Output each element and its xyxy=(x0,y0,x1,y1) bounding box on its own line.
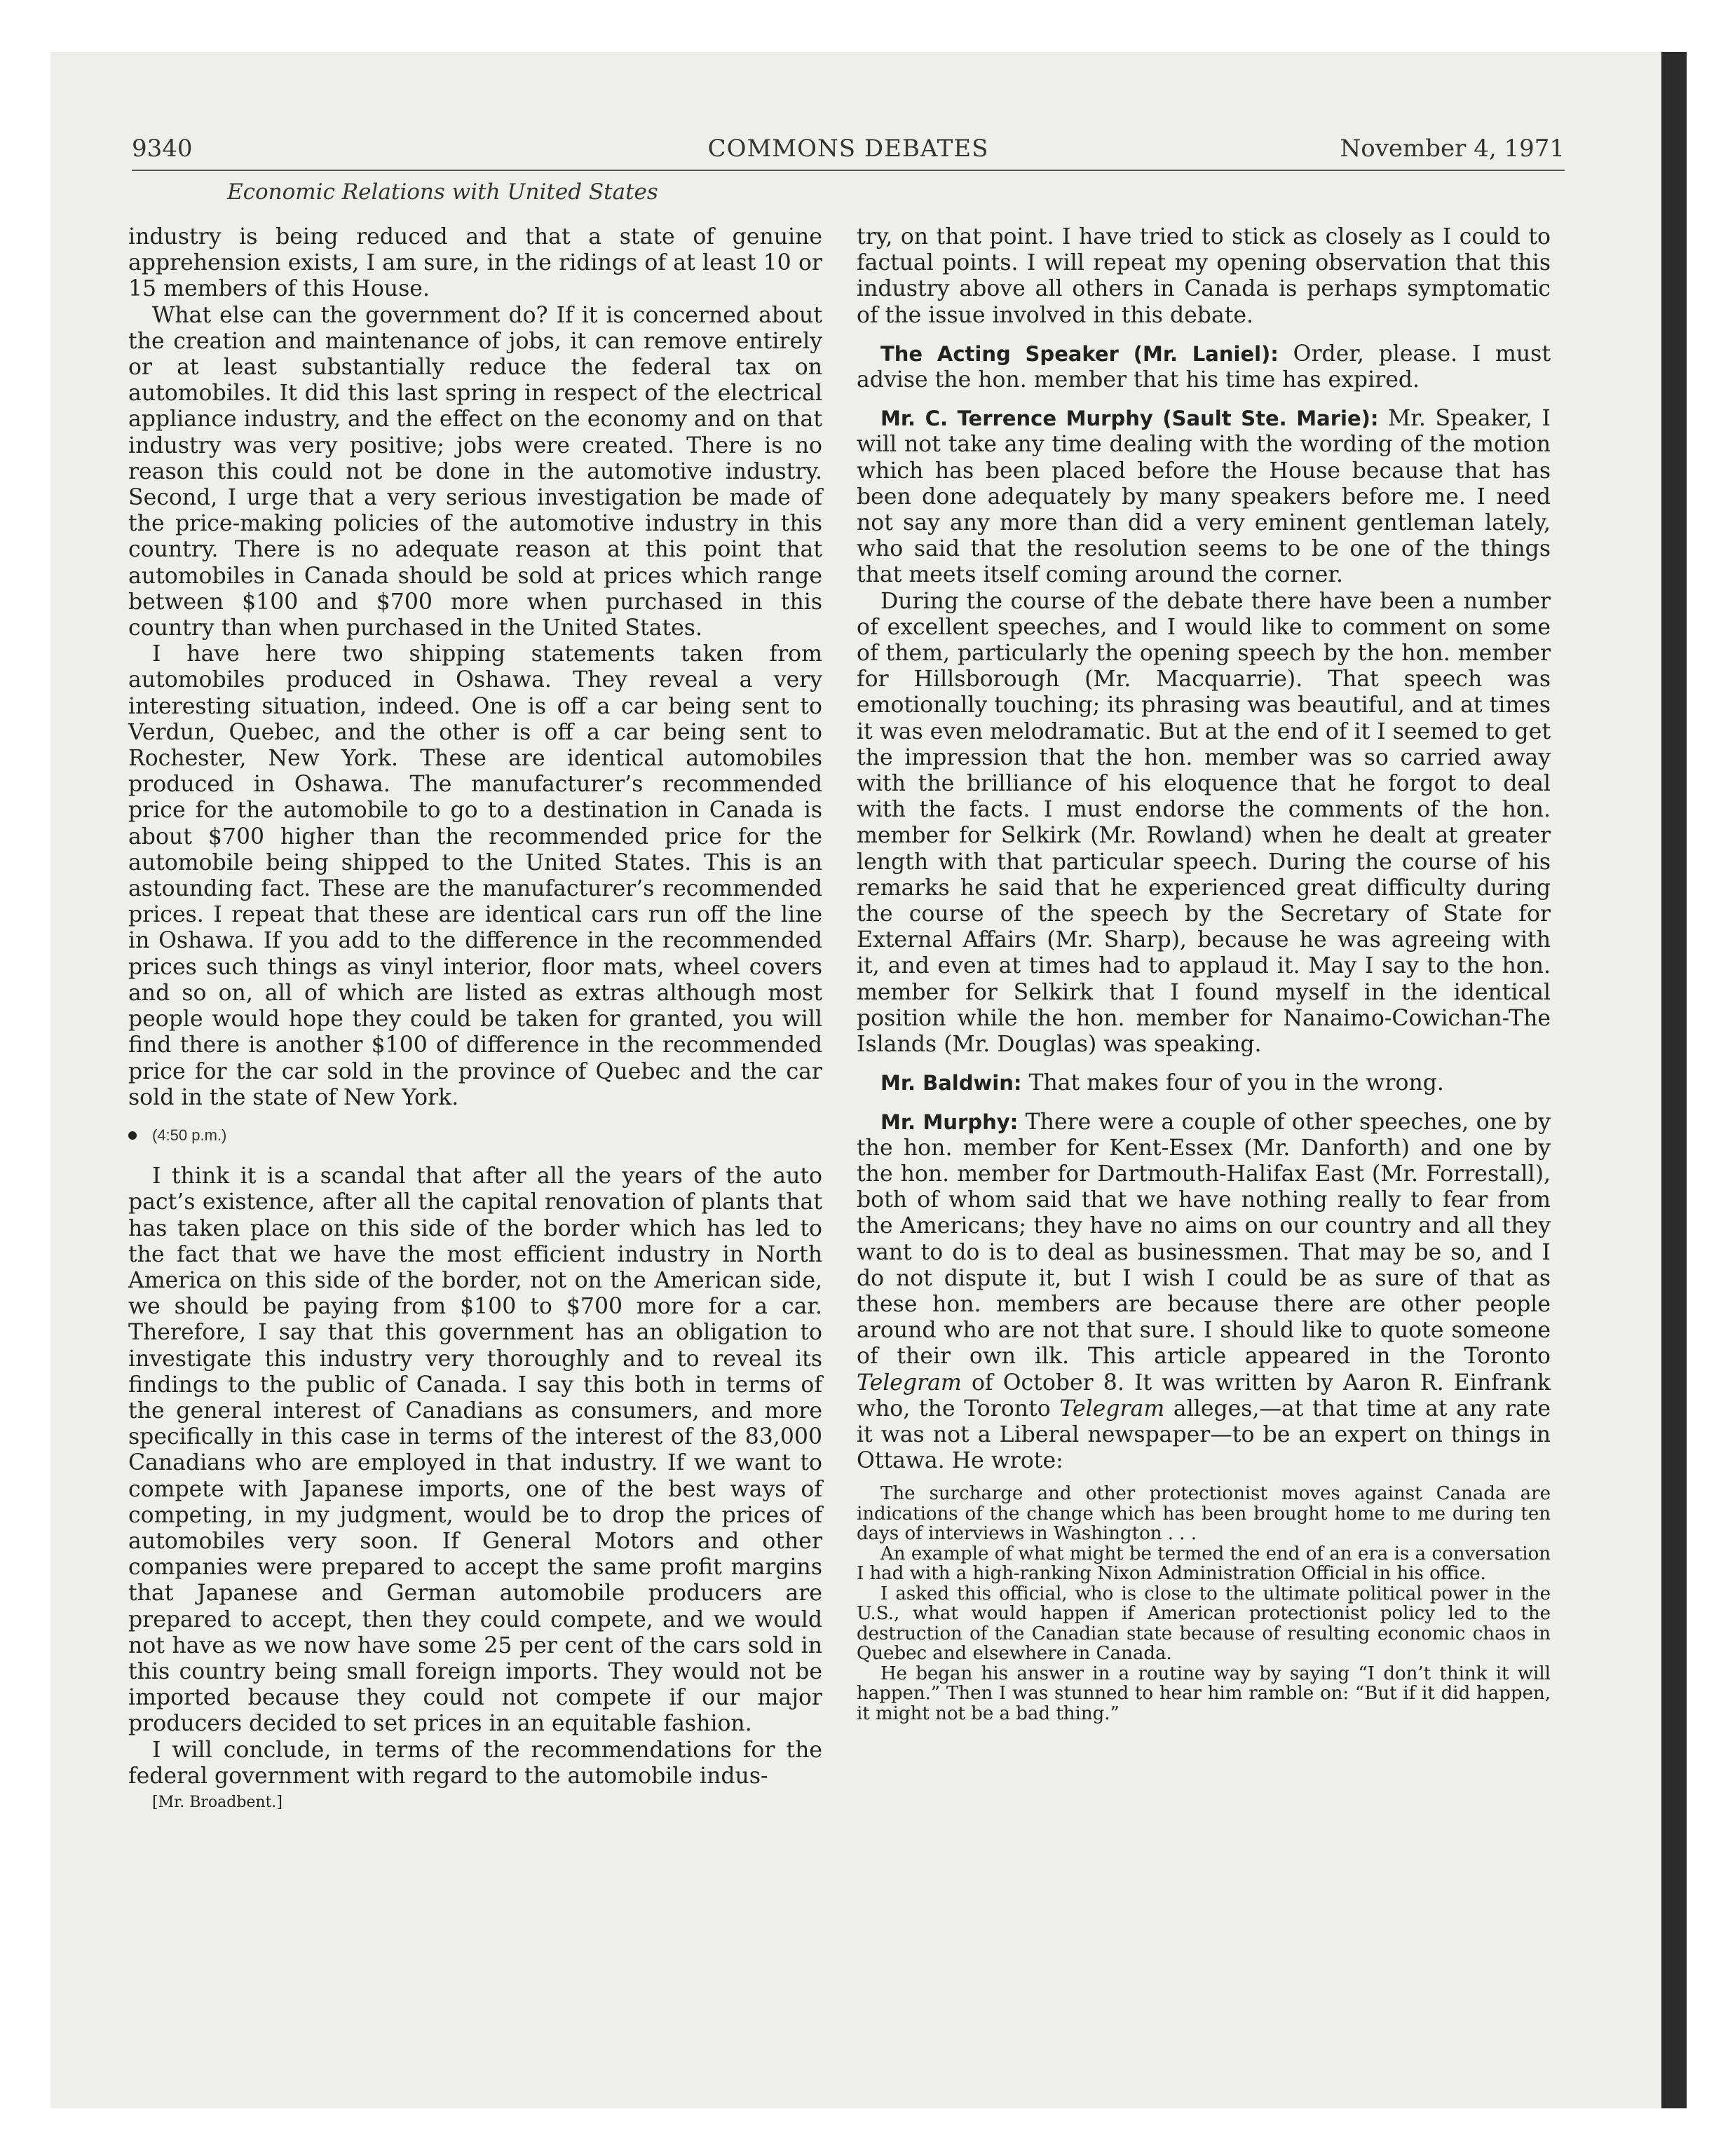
speaker-note: [Mr. Broadbent.] xyxy=(152,1793,283,1811)
page-number: 9340 xyxy=(132,135,193,163)
paragraph: I have here two shipping statements taken from automobiles produced in Oshawa. They reveal a very interesting situation, indeed. One is off a car being sent to Verdun, Quebec, and the other is off a car being sent to Rochester, New York. These are identical automobiles produced in Oshawa. The manufacturer’s recommended price for the automobile to go to a destination in Canada is about $700 higher than the recommended price for the automobile being shipped to the United States. This is an astounding fact. These are the manufacturer’s recommended prices. I repeat that these are identical cars run off the line in Oshawa. If you add to the difference in the recommended prices such things as vinyl interior, floor mats, wheel covers and so on, all of which are listed as extras although most people would hope they could be taken for granted, you will find there is another $100 of difference in the recommended price for the car sold in the province of Quebec and the car sold in the state of New York. xyxy=(128,641,822,1110)
running-header xyxy=(132,132,1565,171)
journal-title: COMMONS DEBATES xyxy=(707,135,989,163)
quoted-paragraph: I asked this official, who is close to the ultimate political power in the U.S., what would happen if American protectionist policy led to the destruction of the Canadian state because of resulting economic chaos in Quebec and elsewhere in Canada. xyxy=(857,1583,1551,1665)
paragraph: try, on that point. I have tried to stick as closely as I could to factual points. I will repeat my opening observation that this industry above all others in Canada is perhaps symptomatic of the issue involved in this debate. xyxy=(857,224,1551,328)
speech-paragraph xyxy=(857,406,1551,588)
speech-text: Order, please. I must advise the hon. member that his time has expired. xyxy=(857,341,1551,393)
speech-text: of October 8. It was written by Aaron R. Einfrank who, the Toronto xyxy=(857,1370,1551,1421)
paragraph: I think it is a scandal that after all the years of the auto pact’s existence, after all the capital renovation of plants that has taken place on this side of the border which has led to the fact that we have the most efficient industry in North America on this side of the border, not on the American side, we should be paying from $100 to $700 more for a car. Therefore, I say that this government has an obligation to investigate this industry very thoroughly and to reveal its findings to the public of Canada. I say this both in terms of the general interest of Canadians as consumers, and more specifically in this case in terms of the interest of the 83,000 Canadians who are employed in that industry. If we want to compete with Japanese imports, one of the best ways of competing, in my judgment, would be to drop the prices of automobiles very soon. If General Motors and other companies were prepared to accept the same profit margins that Japanese and German automobile producers are prepared to accept, then they could compete, and we would not have as we now have some 25 per cent of the cars sold in this country being small foreign imports. They would not be imported because they could not compete if our major producers decided to set prices in an equitable fashion. xyxy=(128,1164,822,1737)
quoted-paragraph: He began his answer in a routine way by saying “I don’t think it will happen.” Then I was stunned to hear him ramble on: “But if it did happen, it might not be a bad thing.” xyxy=(857,1663,1551,1724)
newspaper-name: Telegram xyxy=(857,1370,962,1396)
speech-paragraph xyxy=(857,341,1551,393)
newspaper-name: Telegram xyxy=(1059,1396,1165,1421)
quoted-paragraph: The surcharge and other protectionist moves against Canada are indications of the change which has been brought home to me during ten days of interviews in Washington . . . xyxy=(857,1483,1551,1545)
speech-text: alleges,—at that time at any rate it was not a Liberal newspaper—to be an expert on things in Ottawa. He wrote: xyxy=(857,1396,1551,1474)
paragraph: industry is being reduced and that a state of genuine apprehension exists, I am sure, in the ridings of at least 10 or 15 members of this House. xyxy=(128,224,822,302)
speech-text: Mr. Speaker, I will not take any time dealing with the wording of the motion which has been placed before the House because that has been done adequately by many speakers before me. I need not say any more than did a very eminent gentleman lately, who said that the resolution seems to be one of the things that meets itself coming around the corner. xyxy=(857,406,1551,588)
paragraph: During the course of the debate there have been a number of excellent speeches, and I would like to comment on some of them, particularly the opening speech by the hon. member for Hillsborough (Mr. Macquarrie). That speech was emotionally touching; its phrasing was beautiful, and at times it was even melodramatic. But at the end of it I seemed to get the impression that the hon. member was so carried away with the brilliance of his eloquence that he forgot to deal with the facts. I must endorse the comments of the hon. member for Selkirk (Mr. Rowland) when he dealt at greater length with that particular speech. During the course of his remarks he said that he experienced great difficulty during the course of the speech by the Secretary of State for External Affairs (Mr. Sharp), because he was agreeing with it, and even at times had to applaud it. May I say to the hon. member for Selkirk that I found myself in the identical position while the hon. member for Nanaimo-Cowichan-The Islands (Mr. Douglas) was speaking. xyxy=(857,588,1551,1058)
speaker-name: The Acting Speaker (Mr. Laniel): xyxy=(880,341,1279,366)
paragraph: What else can the government do? If it is concerned about the creation and maintenance of jobs, it can remove entirely or at least substantially reduce the federal tax on automobiles. It did this last spring in respect of the electrical appliance industry, and the effect on the economy and on that industry was very positive; jobs were created. There is no reason this could not be done in the automotive industry. Second, I urge that a very serious investigation be made of the price-making policies of the automotive industry in this country. There is no adequate reason at this point that automobiles in Canada should be sold at prices which range between $100 and $700 more when purchased in this country than when purchased in the United States. xyxy=(128,302,822,641)
time-marker xyxy=(128,1122,822,1148)
time-marker-text: (4:50 p.m.) xyxy=(152,1126,227,1144)
quoted-paragraph: An example of what might be termed the end of an era is a conversation I had with a high-ranking Nixon Administration Official in his office. xyxy=(857,1543,1551,1585)
speaker-name: Mr. Baldwin: xyxy=(880,1071,1022,1096)
header-date: November 4, 1971 xyxy=(1340,135,1565,163)
speaker-name: Mr. Murphy: xyxy=(880,1110,1019,1134)
scan-edge-shadow xyxy=(1661,52,1687,2108)
speaker-name: Mr. C. Terrence Murphy (Sault Ste. Marie): xyxy=(880,407,1379,431)
speech-paragraph xyxy=(857,1110,1551,1475)
paragraph: I will conclude, in terms of the recommendations for the federal government with regard to the automobile indus- xyxy=(128,1737,822,1789)
speech-text: There were a couple of other speeches, one by the hon. member for Kent-Essex (Mr. Danforth) and one by the hon. member for Dartmouth-Halifax East (Mr. Forrestall), both of whom said that we have nothing really to fear from the Americans; they have no aims on our country and all they want to do is to deal as businessmen. That may be so, and I do not dispute it, but I wish I could be as sure of that as these hon. members are because there are other people around who are not that sure. I should like to quote someone of their own ilk. This article appeared in the Toronto xyxy=(857,1109,1551,1370)
speech-paragraph xyxy=(857,1070,1551,1096)
section-title: Economic Relations with United States xyxy=(227,179,658,205)
left-column xyxy=(128,224,822,1815)
speech-text: That makes four of you in the wrong. xyxy=(1021,1070,1444,1096)
right-column xyxy=(857,224,1551,1724)
bullet-icon xyxy=(128,1131,137,1140)
